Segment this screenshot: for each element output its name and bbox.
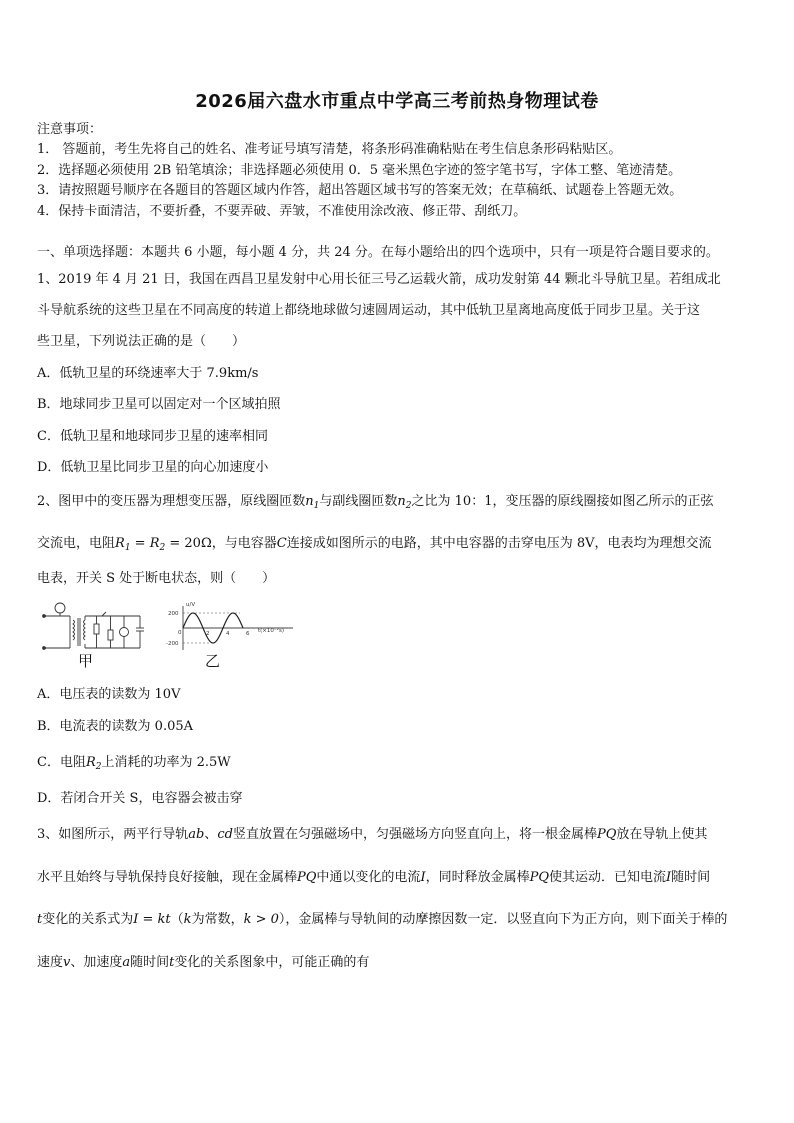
q3-text: 使其运动．已知电流	[549, 870, 667, 885]
figure-label-yi: 乙	[205, 652, 221, 670]
figure-label-jia: 甲	[78, 652, 94, 670]
q3-text: 、	[204, 827, 218, 842]
q2-text: 2、图甲中的变压器为理想变压器，原线圈匝数	[37, 494, 306, 509]
q3-text: 速度	[37, 955, 64, 970]
q1-option-b: B．地球同步卫星可以固定对一个区域拍照	[37, 397, 281, 412]
r2-subscript: 2	[95, 762, 102, 772]
t-axis-unit: t(×10⁻²s)	[258, 628, 285, 634]
switch-icon	[102, 612, 106, 616]
q2-figures	[40, 600, 300, 672]
k-condition: k > 0	[243, 912, 279, 927]
q3-text: 中通以变化的电流	[316, 870, 421, 885]
note-item-3: 3．请按照题号顺序在各题目的答题区域内作答，超出答题区域书写的答案无效；在草稿纸、试题卷上答题无效。	[37, 183, 683, 198]
q1-option-a: A．低轨卫星的环绕速率大于 7.9km/s	[37, 366, 259, 381]
velocity-symbol: v	[63, 955, 71, 970]
q2-stem-line-3: 电表，开关 S 处于断电状态，则（ ）	[37, 571, 276, 586]
q3-text: 竖直放置在匀强磁场中，匀强磁场方向竖直向上，将一根金属棒	[232, 827, 597, 842]
n2-subscript: 2	[405, 501, 412, 511]
r1-symbol: R	[115, 536, 125, 551]
q3-text: 、加速度	[70, 955, 123, 970]
option-text: 上消耗的功率为 2.5W	[101, 755, 231, 770]
tick-4: 4	[226, 631, 230, 637]
q1-option-c: C．低轨卫星和地球同步卫星的速率相同	[37, 429, 268, 444]
q3-stem-line-3	[37, 911, 727, 929]
q2-option-d: D．若闭合开关 S，电容器会被击穿	[37, 791, 243, 806]
note-item-2: 2．选择题必须使用 2B 铅笔填涂；非选择题必须使用 0．5 毫米黑色字迹的签字笔书写，字体工整、笔迹清楚。	[37, 163, 682, 178]
q3-text: ），金属棒与导轨间的动摩擦因数一定．以竖直向下为正方向，则下面关于棒的	[278, 912, 728, 927]
note-item-4: 4．保持卡面清洁，不要折叠，不要弄破、弄皱，不准使用涂改液、修正带、刮纸刀。	[37, 204, 527, 219]
q2-text: 与副线圈匝数	[319, 494, 398, 509]
tick-0: 0	[178, 630, 182, 636]
q1-stem-line-2: 斗导航系统的这些卫星在不同高度的转道上都绕地球做匀速圆周运动，其中低轨卫星离地高度低于同步卫星。关于这	[37, 303, 701, 318]
q3-text: 为常数，	[191, 912, 244, 927]
q2-stem-line-2	[37, 535, 712, 557]
rod-pq: PQ	[529, 870, 549, 885]
note-item-1: 1． 答题前，考生先将自己的姓名、准考证号填写清楚，将条形码准确粘贴在考生信息条形码粘贴区。	[37, 142, 622, 157]
current-formula: I = kt	[133, 912, 171, 927]
section-header: 一、单项选择题：本题共 6 小题，每小题 4 分，共 24 分。在每小题给出的四个选项中，只有一项是符合题目要求的。	[37, 245, 719, 260]
resistance-value: = 20Ω	[165, 536, 212, 551]
r2-subscript: 2	[159, 543, 166, 553]
q3-text: 随时间	[671, 870, 711, 885]
constant-k: k	[183, 912, 192, 927]
exam-title: 2026届六盘水市重点中学高三考前热身物理试卷	[195, 91, 599, 112]
time-symbol: t	[169, 955, 175, 970]
notes-heading: 注意事项：	[37, 122, 103, 137]
q3-stem-line-2	[37, 869, 710, 887]
rail-cd: cd	[217, 827, 233, 842]
q3-text: 变化的关系式为	[42, 912, 134, 927]
q2-option-b: B．电流表的读数为 0.05A	[37, 719, 194, 734]
q1-stem-line-3: 些卫星，下列说法正确的是（ ）	[37, 334, 246, 349]
q3-stem-line-1	[37, 826, 707, 844]
q2-text: 交流电，电阻	[37, 536, 116, 551]
circuit-diagram	[43, 603, 144, 649]
option-text: C．电阻	[37, 755, 86, 770]
ammeter-icon	[55, 603, 65, 613]
tick-2: 2	[206, 631, 210, 637]
r2-symbol: R	[85, 755, 96, 770]
capacitor-symbol: C	[276, 536, 287, 551]
n2-symbol: n	[397, 494, 406, 509]
primary-coil	[73, 620, 75, 640]
rod-pq: PQ	[597, 827, 617, 842]
n1-symbol: n	[305, 494, 314, 509]
q1-option-d: D．低轨卫星比同步卫星的向心加速度小	[37, 460, 269, 475]
q2-option-a: A．电压表的读数为 10V	[37, 687, 181, 702]
q2-option-c	[37, 754, 231, 776]
rod-pq: PQ	[297, 870, 317, 885]
secondary-coil	[84, 620, 86, 640]
rail-ab: ab	[188, 827, 205, 842]
u-axis-unit: u/V	[186, 602, 196, 608]
q3-text: ，同时释放金属棒	[425, 870, 530, 885]
current-symbol: I	[666, 870, 672, 885]
r1-subscript: 1	[124, 543, 131, 553]
time-symbol: t	[37, 912, 43, 927]
acceleration-symbol: a	[122, 955, 131, 970]
voltmeter-icon	[120, 628, 129, 637]
q3-text: 水平且始终与导轨保持良好接触，现在金属棒	[37, 870, 298, 885]
resistor-r1	[94, 624, 99, 634]
q3-stem-line-4	[37, 954, 369, 972]
tick-neg-200: -200	[166, 641, 179, 647]
q3-text: 变化的关系图象中，可能正确的有	[174, 955, 370, 970]
q3-text: 放在导轨上使其	[616, 827, 708, 842]
q1-stem-line-1: 1、2019 年 4 月 21 日，我国在西昌卫星发射中心用长征三号乙运载火箭，成功发射第 44 颗北斗导航卫星。若组成北	[37, 272, 721, 287]
q3-text: 3、如图所示，两平行导轨	[37, 827, 189, 842]
r2-symbol: R	[149, 536, 160, 551]
tick-6: 6	[246, 631, 250, 637]
tick-200: 200	[168, 611, 179, 617]
q2-text: 连接成如图所示的电路，其中电容器的击穿电压为 8V，电表均为理想交流	[286, 536, 712, 551]
q3-text: 随时间	[130, 955, 170, 970]
q2-text: ，与电容器	[211, 536, 277, 551]
q2-stem-line-1	[37, 493, 713, 515]
q3-text: （	[170, 912, 184, 927]
equals-sign: =	[130, 536, 150, 551]
current-symbol: I	[420, 870, 426, 885]
q2-text: 之比为 10：1，变压器的原线圈接如图乙所示的正弦	[411, 494, 714, 509]
resistor-r2	[108, 630, 113, 640]
n1-subscript: 1	[313, 501, 320, 511]
